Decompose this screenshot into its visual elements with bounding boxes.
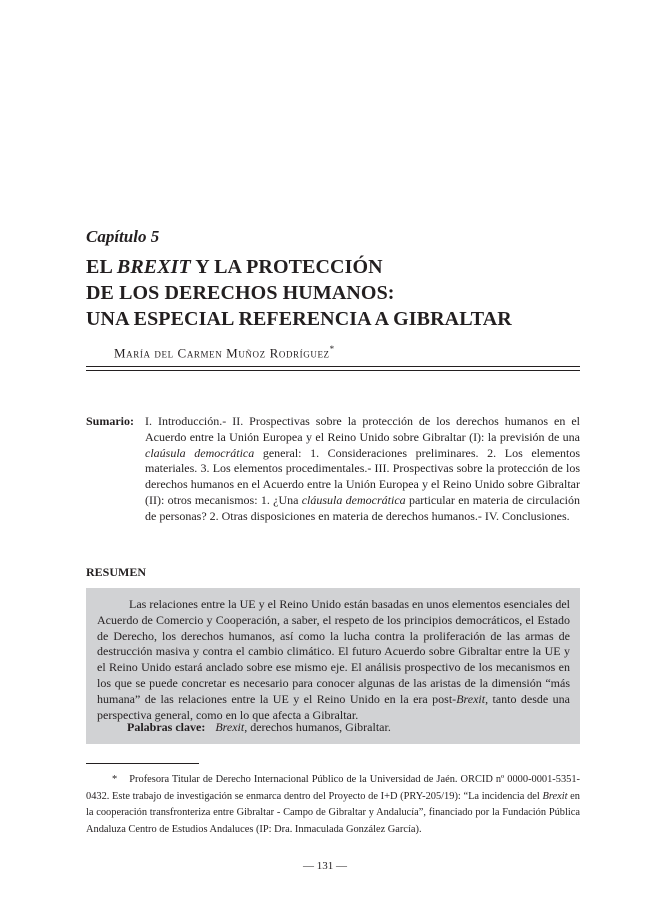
footnote-italic: Brexit	[542, 790, 568, 802]
abstract-part: , tanto desde una perspectiva general, como en lo que afecta a Gibraltar.	[97, 691, 570, 722]
chapter-title-line-2: DE LOS DERECHOS HUMANOS:	[86, 282, 395, 304]
abstract-text	[97, 597, 570, 723]
footnote-part: en la cooperación transfronteriza entre Gibraltar - Campo de Gibraltar y Andalucía”, financiado por la Fundación Pública Andaluza Centro de Estudios Andaluces (IP: Dra. Inmaculada González García).	[86, 790, 580, 835]
footnote-rule	[86, 763, 199, 764]
title-part: EL	[86, 256, 117, 278]
summary-label: Sumario:	[86, 414, 134, 428]
summary-part: general: 1. Consideraciones preliminares. 2. Los elementos materiales. 3. Los elementos procedimentales.- III. Prospectivas sobre la protección de los derechos humanos en el Acuerdo entre la Unión Europea y el Reino Unido sobre Gibraltar (II): otros mecanismos: 1. ¿Una	[145, 445, 580, 507]
chapter-label: Capítulo 5	[86, 227, 160, 246]
summary-part: particular en materia de circulación de personas? 2. Otras disposiciones en materia de derechos humanos.- IV. Conclusiones.	[145, 492, 580, 523]
footnote-mark: *	[112, 774, 118, 785]
chapter-title-line-3: UNA ESPECIAL REFERENCIA A GIBRALTAR	[86, 308, 512, 330]
page-number: — 131 —	[303, 860, 347, 872]
summary-text	[145, 414, 580, 525]
author-name: María del Carmen Muñoz Rodríguez	[114, 345, 330, 361]
summary-italic: cláusula democrática	[301, 492, 406, 507]
keywords-italic: Brexit	[215, 720, 245, 734]
chapter-title-line-1	[86, 256, 383, 279]
summary-part: I. Introducción.- II. Prospectivas sobre la protección de los derechos humanos en el Acuerdo entre la Unión Europea y el Reino Unido sobre Gibraltar (I): la previsión de una	[145, 414, 580, 444]
keywords-label: Palabras clave:	[127, 720, 206, 734]
abstract-part: Las relaciones entre la UE y el Reino Unido están basadas en unos elementos esenciales del Acuerdo de Comercio y Cooperación, a saber, el respeto de los principios democráticos, el Estado de Derecho, los derechos humanos, así como la lucha contra la proliferación de las armas de destrucción masiva y contra el cambio climático. El futuro Acuerdo sobre Gibraltar entre la UE y el Reino Unido estará anclado sobre ese mismo eje. El análisis prospectivo de los mecanismos en los que se puede concretar es necesario para conocer algunas de las aristas de la dimensión “más humana” de las relaciones entre la UE y el Reino Unido en la era post-	[97, 597, 570, 706]
abstract-italic: Brexit	[456, 691, 486, 706]
author-footnote-mark: *	[329, 344, 335, 354]
keywords-line	[127, 720, 391, 735]
footnote	[86, 772, 580, 838]
keywords-rest: , derechos humanos, Gibraltar.	[244, 720, 391, 734]
title-rule-bottom	[86, 370, 580, 371]
author-byline	[114, 344, 335, 361]
footnote-part: Profesora Titular de Derecho Internacional Público de la Universidad de Jaén. ORCID nº 0000-0001-5351-0432. Este trabajo de investigación se enmarca dentro del Proyecto de I+D (PRY-205/19): “La incidencia del	[86, 774, 581, 802]
summary-italic: claúsula democrática	[145, 445, 255, 460]
title-part: Y LA PROTECCIÓN	[190, 256, 383, 278]
title-italic-brexit: BREXIT	[116, 256, 191, 278]
title-rule-top	[86, 366, 580, 367]
resumen-heading: RESUMEN	[86, 565, 147, 579]
